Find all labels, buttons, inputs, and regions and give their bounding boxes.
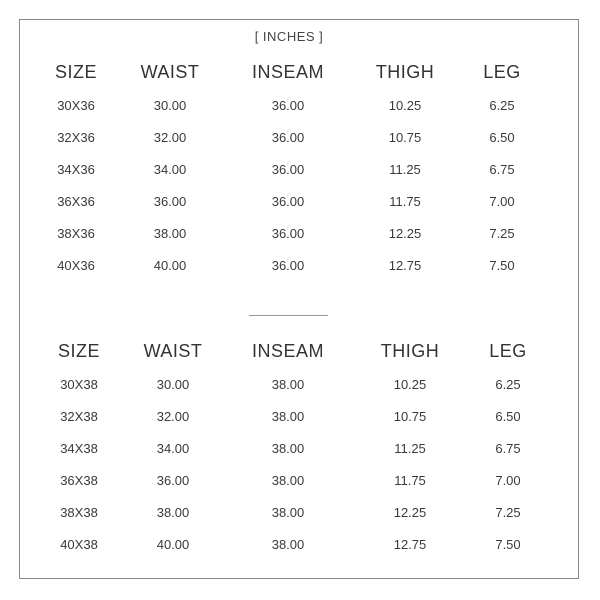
cell-inseam: 38.00: [271, 441, 305, 456]
cell-leg: 6.50: [489, 130, 515, 145]
cell-size: 30X36: [57, 98, 95, 113]
table-divider: [249, 315, 328, 316]
cell-leg: 7.00: [489, 194, 515, 209]
cell-inseam: 38.00: [271, 409, 305, 424]
cell-inseam: 36.00: [271, 226, 305, 241]
cell-leg: 7.00: [495, 473, 521, 488]
cell-thigh: 12.75: [388, 258, 422, 273]
column-header-waist: WAIST: [140, 62, 200, 82]
cell-waist: 40.00: [153, 258, 187, 273]
cell-thigh: 10.75: [388, 130, 422, 145]
cell-leg: 6.75: [489, 162, 515, 177]
cell-size: 30X38: [60, 377, 98, 392]
cell-leg: 6.25: [489, 98, 515, 113]
cell-inseam: 36.00: [271, 194, 305, 209]
cell-size: 40X38: [60, 537, 98, 552]
cell-thigh: 11.25: [389, 162, 421, 177]
cell-size: 34X36: [57, 162, 95, 177]
cell-waist: 34.00: [156, 441, 190, 456]
column-header-thigh: THIGH: [375, 62, 435, 82]
column-header-inseam: INSEAM: [251, 62, 325, 82]
cell-waist: 34.00: [153, 162, 187, 177]
cell-inseam: 36.00: [271, 162, 305, 177]
cell-inseam: 38.00: [271, 377, 305, 392]
cell-leg: 7.25: [489, 226, 515, 241]
column-header-leg: LEG: [483, 62, 521, 82]
cell-waist: 38.00: [156, 505, 190, 520]
column-header-size: SIZE: [54, 62, 98, 82]
cell-leg: 7.50: [495, 537, 521, 552]
cell-thigh: 10.25: [388, 98, 422, 113]
column-header-size: SIZE: [57, 341, 101, 361]
cell-waist: 32.00: [156, 409, 190, 424]
cell-leg: 7.50: [489, 258, 515, 273]
cell-size: 34X38: [60, 441, 98, 456]
cell-waist: 36.00: [156, 473, 190, 488]
cell-thigh: 12.25: [393, 505, 427, 520]
cell-leg: 6.75: [495, 441, 521, 456]
cell-thigh: 12.25: [388, 226, 422, 241]
cell-size: 32X36: [57, 130, 95, 145]
column-header-inseam: INSEAM: [251, 341, 325, 361]
cell-thigh: 10.75: [393, 409, 427, 424]
cell-size: 36X38: [60, 473, 98, 488]
cell-size: 38X36: [57, 226, 95, 241]
cell-size: 38X38: [60, 505, 98, 520]
cell-inseam: 36.00: [271, 98, 305, 113]
cell-waist: 38.00: [153, 226, 187, 241]
cell-leg: 6.50: [495, 409, 521, 424]
cell-inseam: 38.00: [271, 473, 305, 488]
cell-thigh: 11.25: [394, 441, 426, 456]
cell-thigh: 10.25: [393, 377, 427, 392]
cell-leg: 7.25: [495, 505, 521, 520]
cell-waist: 30.00: [156, 377, 190, 392]
cell-thigh: 12.75: [393, 537, 427, 552]
cell-inseam: 36.00: [271, 258, 305, 273]
cell-waist: 36.00: [153, 194, 187, 209]
cell-waist: 40.00: [156, 537, 190, 552]
cell-inseam: 38.00: [271, 537, 305, 552]
column-header-leg: LEG: [489, 341, 527, 361]
cell-waist: 32.00: [153, 130, 187, 145]
cell-thigh: 11.75: [394, 473, 426, 488]
cell-inseam: 36.00: [271, 130, 305, 145]
cell-size: 40X36: [57, 258, 95, 273]
cell-inseam: 38.00: [271, 505, 305, 520]
unit-label: [ INCHES ]: [254, 29, 324, 44]
cell-thigh: 11.75: [389, 194, 421, 209]
cell-waist: 30.00: [153, 98, 187, 113]
column-header-thigh: THIGH: [380, 341, 440, 361]
cell-leg: 6.25: [495, 377, 521, 392]
cell-size: 32X38: [60, 409, 98, 424]
column-header-waist: WAIST: [143, 341, 203, 361]
cell-size: 36X36: [57, 194, 95, 209]
